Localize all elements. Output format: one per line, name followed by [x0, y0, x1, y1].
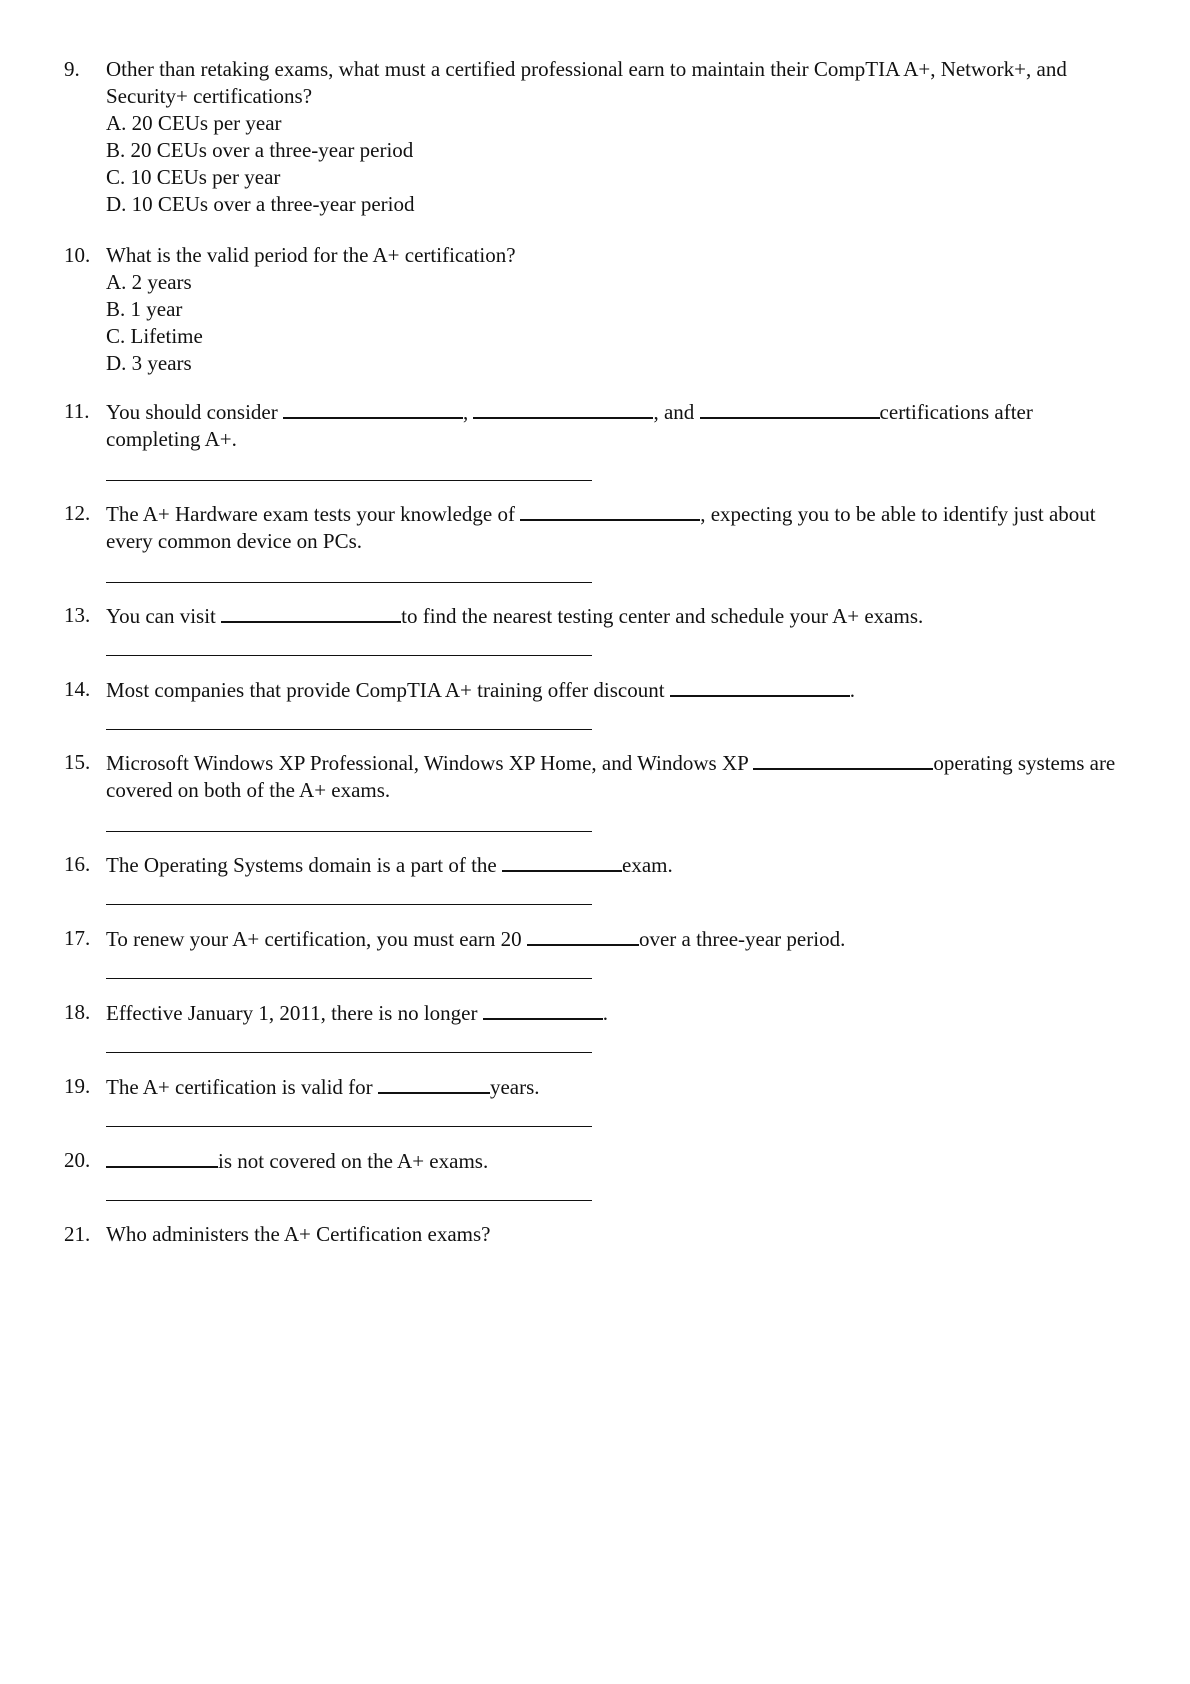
question-number: 20.	[64, 1148, 91, 1172]
question-number: 12.	[64, 501, 91, 525]
question-text: Microsoft Windows XP Professional, Windows XP Home, and Windows XP operating systems are covered on both of the A+ exams.	[106, 751, 1116, 802]
answer-line[interactable]	[106, 1052, 592, 1053]
question-text: The A+ Hardware exam tests your knowledge of , expecting you to be able to identify just about every common device on PCs.	[106, 502, 1096, 553]
answer-line[interactable]	[106, 1126, 592, 1127]
fill-blank[interactable]	[473, 398, 653, 419]
question-18	[64, 999, 1130, 1027]
option-d: D. 3 years	[106, 351, 192, 375]
question-text: Other than retaking exams, what must a certified professional earn to maintain their CompTIA A+, Network+, and Security+ certifications?	[106, 57, 1067, 108]
question-12	[64, 500, 1130, 555]
fill-blank[interactable]	[670, 676, 850, 697]
fill-blank[interactable]	[520, 500, 700, 521]
question-text: The Operating Systems domain is a part of the exam.	[106, 853, 673, 877]
question-text: Effective January 1, 2011, there is no longer .	[106, 1001, 608, 1025]
fill-blank[interactable]	[502, 851, 622, 872]
question-13	[64, 602, 1130, 630]
answer-line[interactable]	[106, 729, 592, 730]
answer-options	[106, 269, 1130, 377]
fill-blank[interactable]	[700, 398, 880, 419]
question-9	[64, 56, 1130, 218]
answer-line[interactable]	[106, 904, 592, 905]
question-number: 18.	[64, 1000, 91, 1024]
question-text: To renew your A+ certification, you must earn 20 over a three-year period.	[106, 927, 846, 951]
question-21	[64, 1221, 1130, 1248]
question-15	[64, 749, 1130, 804]
question-number: 19.	[64, 1074, 91, 1098]
option-d: D. 10 CEUs over a three-year period	[106, 192, 415, 216]
question-14	[64, 676, 1130, 704]
answer-line[interactable]	[106, 655, 592, 656]
fill-blank[interactable]	[221, 602, 401, 623]
option-c: C. 10 CEUs per year	[106, 165, 281, 189]
answer-line[interactable]	[106, 978, 592, 979]
question-text: Most companies that provide CompTIA A+ training offer discount .	[106, 678, 856, 702]
question-10	[64, 242, 1130, 377]
question-text: You can visit to find the nearest testing center and schedule your A+ exams.	[106, 604, 924, 628]
fill-blank[interactable]	[378, 1073, 490, 1094]
question-text: You should consider , , and certifications after completing A+.	[106, 400, 1033, 451]
question-number: 17.	[64, 926, 91, 950]
fill-blank[interactable]	[527, 925, 639, 946]
option-c: C. Lifetime	[106, 324, 203, 348]
answer-line[interactable]	[106, 831, 592, 832]
question-number: 21.	[64, 1222, 91, 1246]
question-text: What is the valid period for the A+ certification?	[106, 243, 516, 267]
option-a: A. 20 CEUs per year	[106, 111, 282, 135]
answer-line[interactable]	[106, 1200, 592, 1201]
fill-blank[interactable]	[483, 999, 603, 1020]
question-number: 13.	[64, 603, 91, 627]
question-number: 16.	[64, 852, 91, 876]
question-number: 10.	[64, 243, 91, 267]
question-20	[64, 1147, 1130, 1175]
question-16	[64, 851, 1130, 879]
question-17	[64, 925, 1130, 953]
question-19	[64, 1073, 1130, 1101]
question-number: 11.	[64, 399, 90, 423]
question-text: The A+ certification is valid for years.	[106, 1075, 540, 1099]
option-a: A. 2 years	[106, 270, 192, 294]
question-number: 9.	[64, 57, 80, 81]
fill-blank[interactable]	[283, 398, 463, 419]
question-text: Who administers the A+ Certification exams?	[106, 1222, 491, 1246]
answer-line[interactable]	[106, 480, 592, 481]
answer-options	[106, 110, 1130, 218]
option-b: B. 20 CEUs over a three-year period	[106, 138, 414, 162]
option-b: B. 1 year	[106, 297, 183, 321]
fill-blank[interactable]	[106, 1147, 218, 1168]
question-number: 15.	[64, 750, 91, 774]
fill-blank[interactable]	[753, 749, 933, 770]
answer-line[interactable]	[106, 582, 592, 583]
question-11	[64, 398, 1130, 453]
question-number: 14.	[64, 677, 91, 701]
question-text: is not covered on the A+ exams.	[106, 1147, 1130, 1175]
